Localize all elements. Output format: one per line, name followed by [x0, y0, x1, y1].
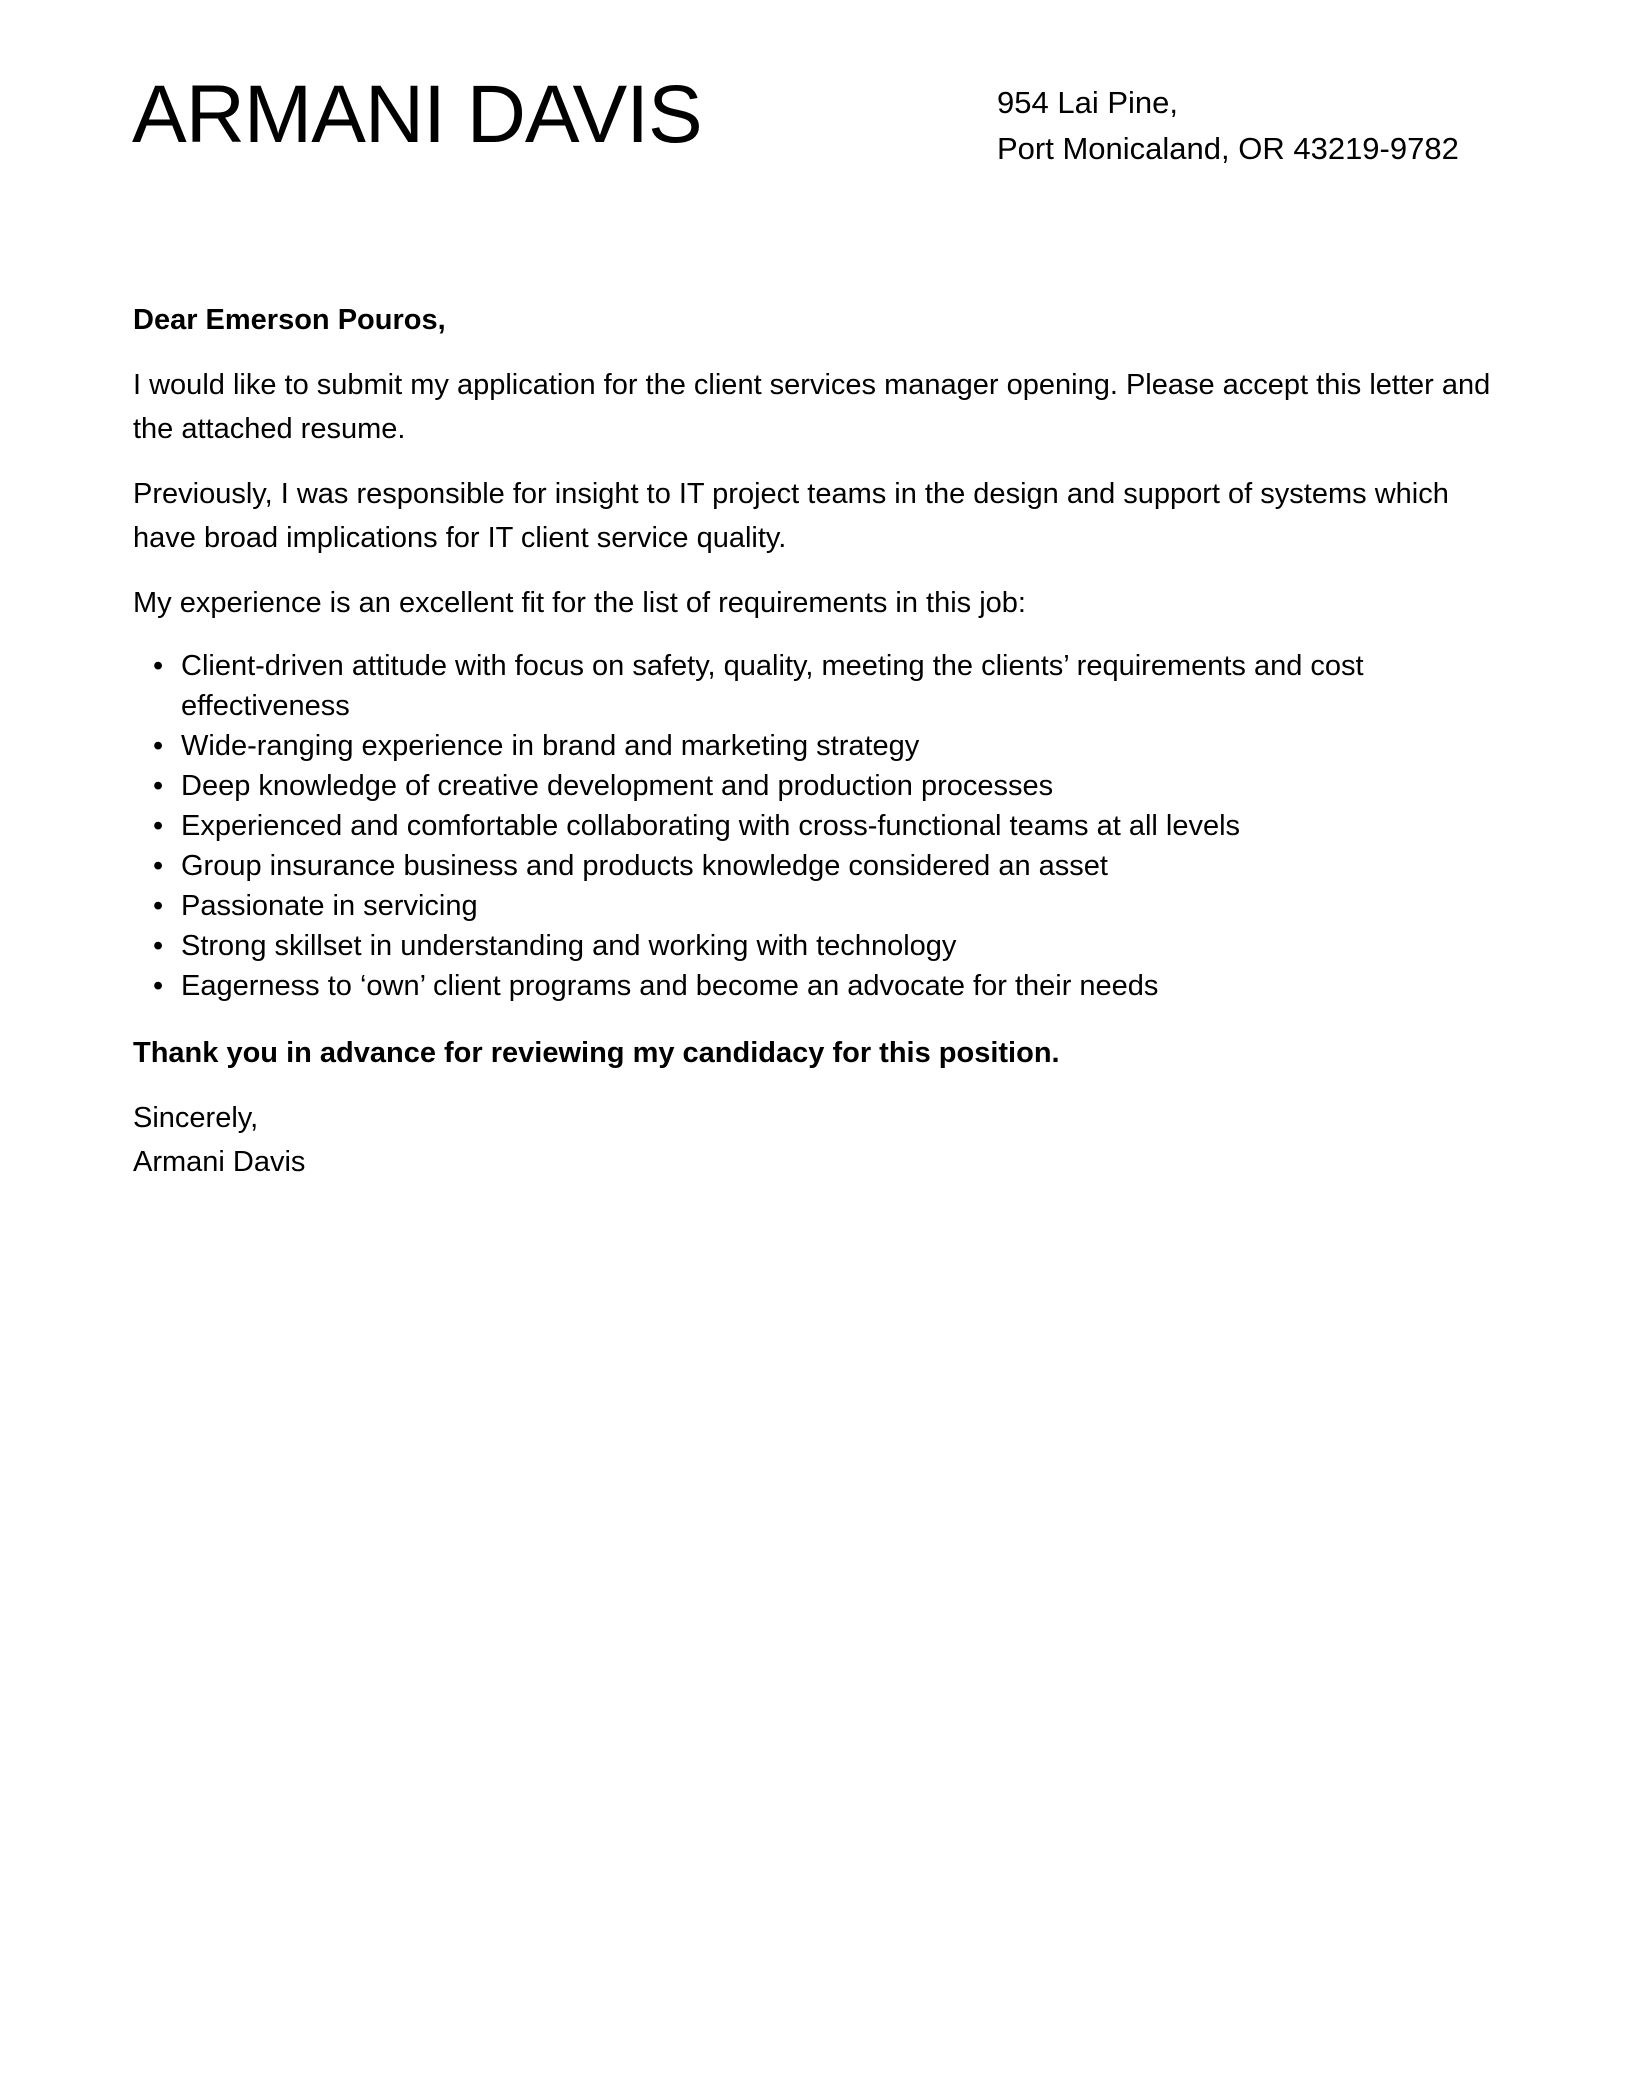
list-item-text: Passionate in servicing — [181, 890, 478, 922]
list-item-text: Group insurance business and products knowledge considered an asset — [181, 850, 1108, 882]
requirements-intro: My experience is an excellent fit for the list of requirements in this job: — [133, 587, 1026, 619]
sender-address — [997, 80, 1459, 172]
list-item-text: Eagerness to ‘own’ client programs and become an advocate for their needs — [181, 970, 1159, 1002]
requirements-list — [133, 646, 1513, 1006]
signature-name: Armani Davis — [133, 1146, 306, 1178]
list-item — [153, 726, 1513, 766]
list-item-text: Wide-ranging experience in brand and marketing strategy — [181, 730, 920, 762]
intro-paragraph: I would like to submit my application for the client services manager opening. Please accept this letter and the attached resume. — [133, 369, 1491, 445]
experience-paragraph: Previously, I was responsible for insight to IT project teams in the design and support of systems which have broad implications for IT client service quality. — [133, 478, 1449, 554]
bullet-icon: • — [153, 890, 164, 922]
bullet-icon: • — [153, 970, 164, 1002]
bullet-icon: • — [153, 730, 164, 762]
list-item — [153, 926, 1513, 966]
list-item — [153, 766, 1513, 806]
sender-name: ARMANI DAVIS — [132, 69, 702, 160]
bullet-icon: • — [153, 810, 164, 842]
bullet-icon: • — [153, 930, 164, 962]
bullet-icon: • — [153, 770, 164, 802]
signoff-block — [133, 1096, 1513, 1184]
salutation: Dear Emerson Pouros, — [133, 304, 446, 336]
list-item-text: Strong skillset in understanding and working with technology — [181, 930, 957, 962]
list-item — [153, 806, 1513, 846]
list-item — [153, 646, 1513, 726]
letter-body — [133, 298, 1513, 1184]
address-line-2: Port Monicaland, OR 43219-9782 — [997, 131, 1459, 166]
address-line-1: 954 Lai Pine, — [997, 85, 1178, 120]
list-item — [153, 966, 1513, 1006]
bullet-icon: • — [153, 850, 164, 882]
list-item-text: Experienced and comfortable collaborating with cross-functional teams at all levels — [181, 810, 1241, 842]
closing-line: Thank you in advance for reviewing my candidacy for this position. — [133, 1037, 1060, 1069]
bullet-icon: • — [153, 650, 164, 682]
signoff: Sincerely, — [133, 1102, 259, 1134]
list-item-text: Client-driven attitude with focus on safety, quality, meeting the clients’ requirements and cost effectiveness — [181, 650, 1364, 722]
list-item-text: Deep knowledge of creative development and production processes — [181, 770, 1054, 802]
list-item — [153, 886, 1513, 926]
list-item — [153, 846, 1513, 886]
